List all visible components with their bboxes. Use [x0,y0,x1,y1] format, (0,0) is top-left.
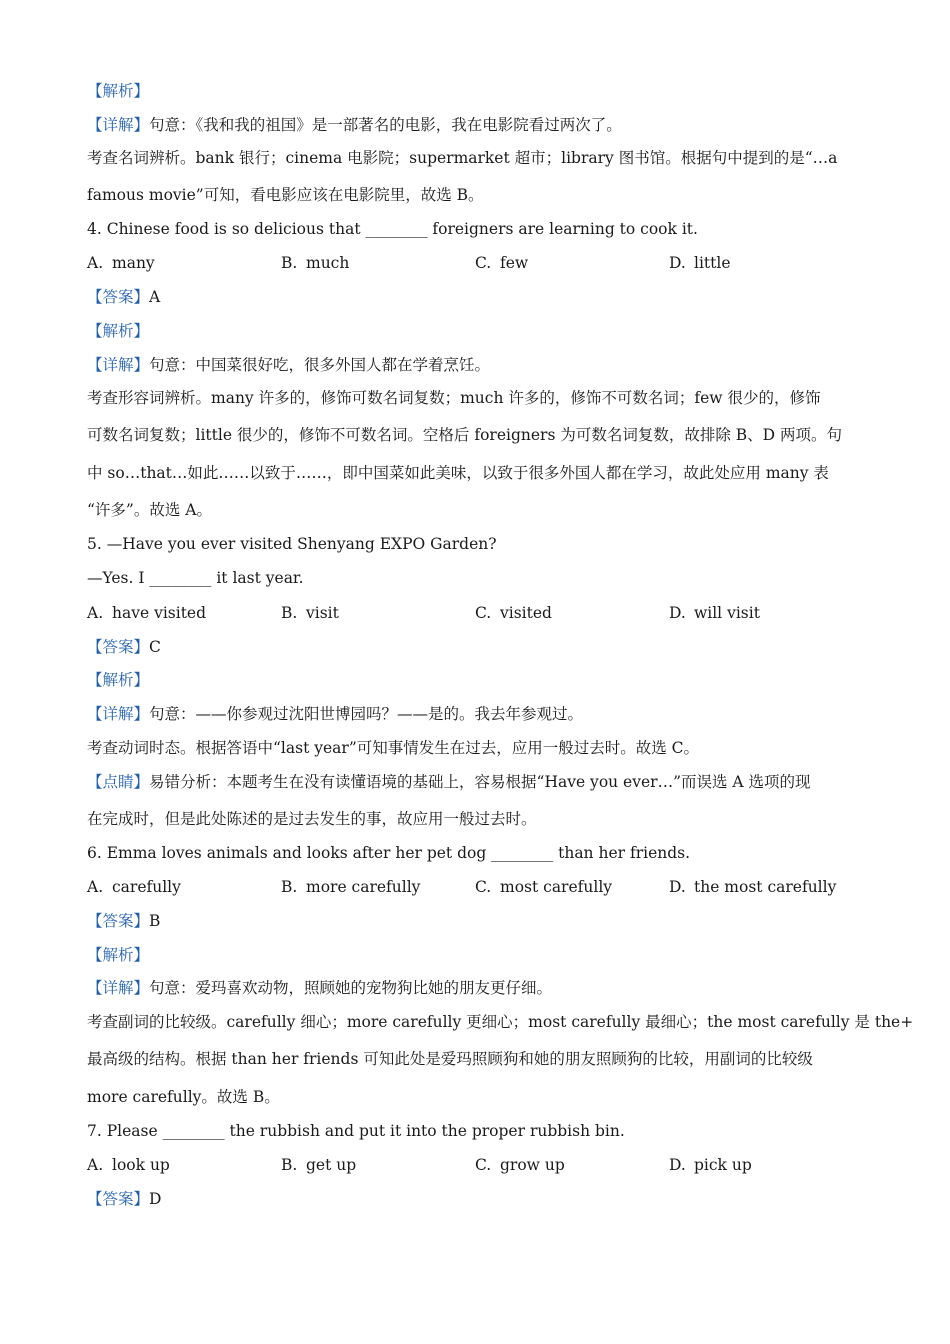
question-stem: 6. Emma loves animals and looks after her pet dog ________ than her friends. [87,844,691,862]
explanation-line: 可数名词复数；little 很少的，修饰不可数名词。空格后 foreigners 为可数名词复数，故排除 B、D 两项。句 [87,426,843,444]
options-row [87,877,887,897]
tip-line: 在完成时，但是此处陈述的是过去发生的事，故应用一般过去时。 [87,810,537,828]
question-stem: 5. —Have you ever visited Shenyang EXPO Garden? [87,535,497,553]
explanation-line: famous movie”可知，看电影应该在电影院里，故选 B。 [87,186,484,204]
tip-line: 【点睛】易错分析：本题考生在没有读懂语境的基础上，容易根据“Have you ever…”而误选 A 选项的现 [87,773,811,791]
options-row [87,603,887,623]
option-d: D. will visit [669,604,760,622]
option-c: C. most carefully [475,878,613,896]
option-b: B. visit [281,604,339,622]
option-c: C. few [475,254,529,272]
question-stem: 7. Please ________ the rubbish and put it into the proper rubbish bin. [87,1122,625,1140]
question-stem: 4. Chinese food is so delicious that ________ foreigners are learning to cook it. [87,220,698,238]
option-a: A. look up [87,1156,170,1174]
option-c: C. visited [475,604,552,622]
explanation-line: 中 so…that…如此……以致于……，即中国菜如此美味，以致于很多外国人都在学习，故此处应用 many 表 [87,464,829,482]
analysis-label: 【解析】 [87,322,150,340]
option-a: A. have visited [87,604,207,622]
answer-line: 【答案】B [87,912,161,930]
option-a: A. many [87,254,155,272]
option-b: B. more carefully [281,878,421,896]
explanation-line: more carefully。故选 B。 [87,1088,280,1106]
explanation-line: 最高级的结构。根据 than her friends 可知此处是爱玛照顾狗和她的朋友照顾狗的比较，用副词的比较级 [87,1050,813,1068]
option-a: A. carefully [87,878,181,896]
analysis-label: 【解析】 [87,671,150,689]
explanation-line: 考查副词的比较级。carefully 细心；more carefully 更细心；most carefully 最细心；the most carefully 是 the+ [87,1013,914,1031]
explanation-line: 考查名词辨析。bank 银行；cinema 电影院；supermarket 超市；library 图书馆。根据句中提到的是“…a [87,149,838,167]
explanation-line: 考查形容词辨析。many 许多的，修饰可数名词复数；much 许多的，修饰不可数名词；few 很少的，修饰 [87,389,821,407]
answer-line: 【答案】A [87,288,161,306]
option-d: D. pick up [669,1156,752,1174]
analysis-label: 【解析】 [87,946,150,964]
detail-line: 【详解】句意：《我和我的祖国》是一部著名的电影，我在电影院看过两次了。 [87,116,622,134]
option-d: D. the most carefully [669,878,837,896]
answer-line: 【答案】D [87,1190,162,1208]
analysis-label: 【解析】 [87,82,150,100]
options-row [87,1155,887,1175]
detail-line: 【详解】句意：——你参观过沈阳世博园吗？——是的。我去年参观过。 [87,705,584,723]
explanation-line: “许多”。故选 A。 [87,501,212,519]
question-stem: —Yes. I ________ it last year. [87,569,304,587]
option-d: D. little [669,254,731,272]
option-b: B. get up [281,1156,357,1174]
answer-line: 【答案】C [87,638,161,656]
explanation-line: 考查动词时态。根据答语中“last year”可知事情发生在过去，应用一般过去时。故选 C。 [87,739,700,757]
option-c: C. grow up [475,1156,565,1174]
option-b: B. much [281,254,350,272]
options-row [87,253,887,273]
detail-line: 【详解】句意：爱玛喜欢动物，照顾她的宠物狗比她的朋友更仔细。 [87,979,553,997]
detail-line: 【详解】句意：中国菜很好吃，很多外国人都在学着烹饪。 [87,356,491,374]
